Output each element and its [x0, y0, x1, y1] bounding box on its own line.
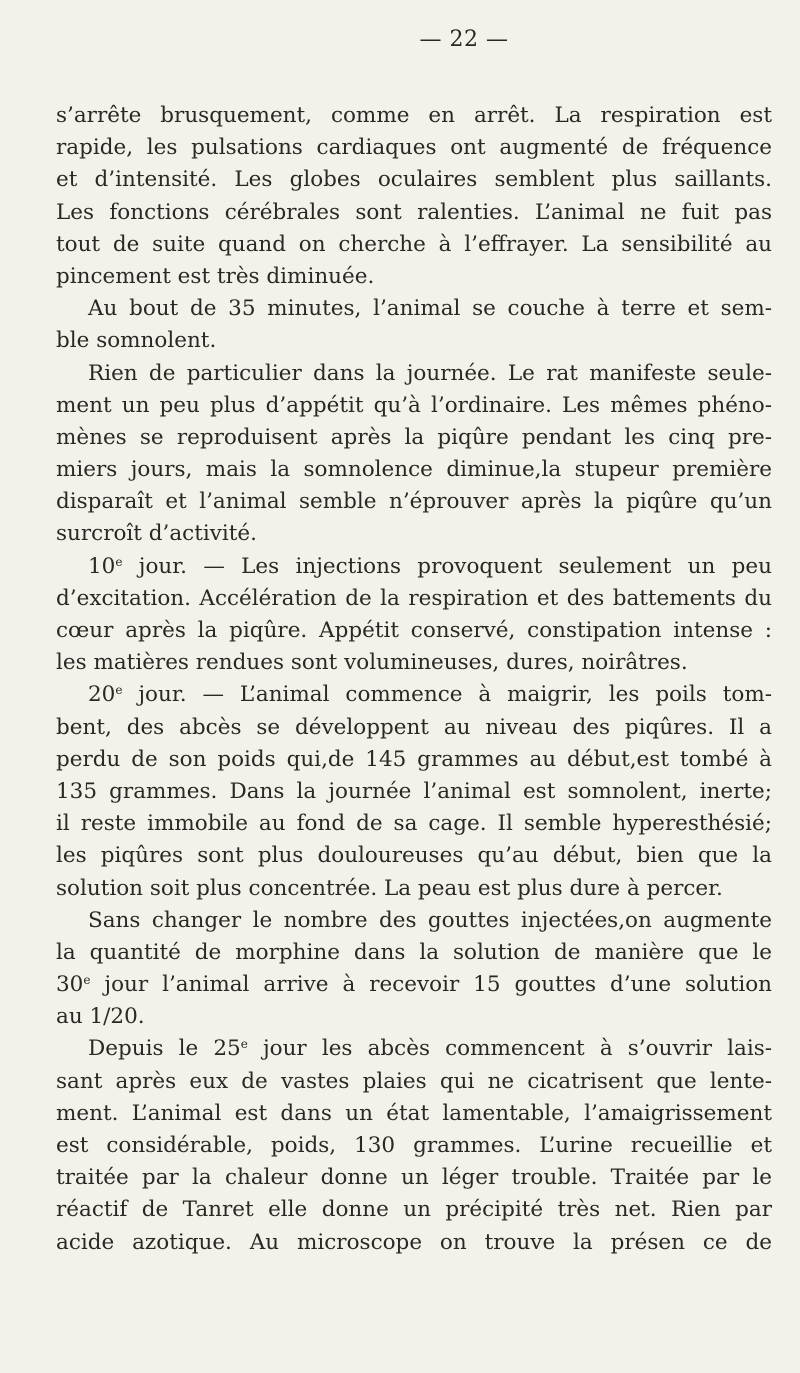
text-line: les piqûres sont plus douloureuses qu’au début, bien que la: [56, 843, 772, 869]
paragraph: [56, 358, 772, 551]
text-line: [56, 1033, 772, 1065]
text-line: rapide, les pulsations cardiaques ont augmenté de fréquence: [56, 135, 772, 161]
ordinal-suffix: e: [240, 1037, 248, 1052]
day-number: 30: [56, 972, 84, 998]
text-line: est considérable, poids, 130 grammes. L’urine recueillie et: [56, 1133, 772, 1158]
text-line: [56, 679, 772, 711]
text-line: Les fonctions cérébrales sont ralenties. L’animal ne fuit pas: [56, 199, 772, 225]
text-line: Sans changer le nombre des gouttes injectées,on augmente: [88, 907, 772, 933]
text-line: au 1/20.: [56, 1004, 145, 1030]
text-line: ble somnolent.: [56, 328, 217, 354]
paragraph: [56, 100, 772, 293]
text-line: 135 grammes. Dans la journée l’animal est somnolent, inerte;: [56, 778, 772, 804]
text-line: solution soit plus concentrée. La peau est plus dure à percer.: [56, 875, 723, 901]
text-line: bent, des abcès se développent au niveau des piqûres. Il a: [56, 714, 772, 740]
text-line: réactif de Tanret elle donne un précipité très net. Rien par: [56, 1197, 772, 1223]
text-line: ment. L’animal est dans un état lamentable, l’amaigrissement: [56, 1100, 772, 1126]
text-line: les matières rendues sont volumineuses, dures, noirâtres.: [56, 650, 688, 676]
ordinal-suffix: e: [115, 554, 123, 569]
paragraph: [56, 679, 772, 904]
page-number: — 22 —: [419, 27, 509, 52]
text-line: s’arrête brusquement, comme en arrêt. La respiration est: [56, 103, 772, 128]
text-line: ment un peu plus d’appétit qu’à l’ordinaire. Les mêmes phéno-: [56, 392, 772, 418]
text-line: miers jours, mais la somnolence diminue,la stupeur première: [56, 457, 772, 483]
text-line: perdu de son poids qui,de 145 grammes au début,est tombé à: [56, 746, 772, 772]
ordinal-suffix: e: [115, 683, 123, 698]
line-text: jour. — L’animal commence à maigrir, les poils tom-: [122, 682, 772, 708]
text-line: traitée par la chaleur donne un léger trouble. Traitée par le: [56, 1165, 772, 1191]
text-line: et d’intensité. Les globes oculaires semblent plus saillants.: [56, 167, 772, 193]
text-line: il reste immobile au fond de sa cage. Il semble hyperesthésié;: [56, 811, 772, 837]
text-line: cœur après la piqûre. Appétit conservé, constipation intense :: [56, 618, 772, 643]
text-line: acide azotique. Au microscope on trouve la présen ce de: [56, 1229, 772, 1255]
text-line: mènes se reproduisent après la piqûre pendant les cinq pre-: [56, 424, 772, 450]
line-text: jour. — Les injections provoquent seulement un peu: [122, 553, 772, 579]
paragraph: [56, 293, 772, 357]
line-text: jour l’animal arrive à recevoir 15 gouttes d’une solution: [90, 972, 772, 998]
text-line: la quantité de morphine dans la solution de manière que le: [56, 939, 772, 965]
text-line: d’excitation. Accélération de la respiration et des battements du: [56, 585, 772, 611]
paragraph: [56, 905, 772, 1034]
text-line: [56, 969, 772, 1001]
line-text: Depuis le 25: [88, 1036, 241, 1062]
paragraph: [56, 1033, 772, 1258]
text-line: tout de suite quand on cherche à l’effrayer. La sensibilité au: [56, 231, 772, 257]
ordinal-suffix: e: [83, 973, 91, 988]
text-line: Au bout de 35 minutes, l’animal se couche à terre et sem-: [88, 296, 772, 322]
text-line: pincement est très diminuée.: [56, 263, 375, 289]
text-line: surcroît d’activité.: [56, 521, 257, 547]
text-line: [56, 551, 772, 583]
day-number: 10: [88, 553, 116, 579]
text-line: disparaît et l’animal semble n’éprouver après la piqûre qu’un: [56, 489, 772, 515]
paragraph: [56, 551, 772, 680]
day-number: 20: [88, 682, 116, 708]
line-text: jour les abcès commencent à s’ouvrir lais-: [247, 1036, 772, 1062]
text-line: sant après eux de vastes plaies qui ne cicatrisent que lente-: [56, 1068, 772, 1094]
text-line: Rien de particulier dans la journée. Le rat manifeste seule-: [88, 360, 772, 386]
